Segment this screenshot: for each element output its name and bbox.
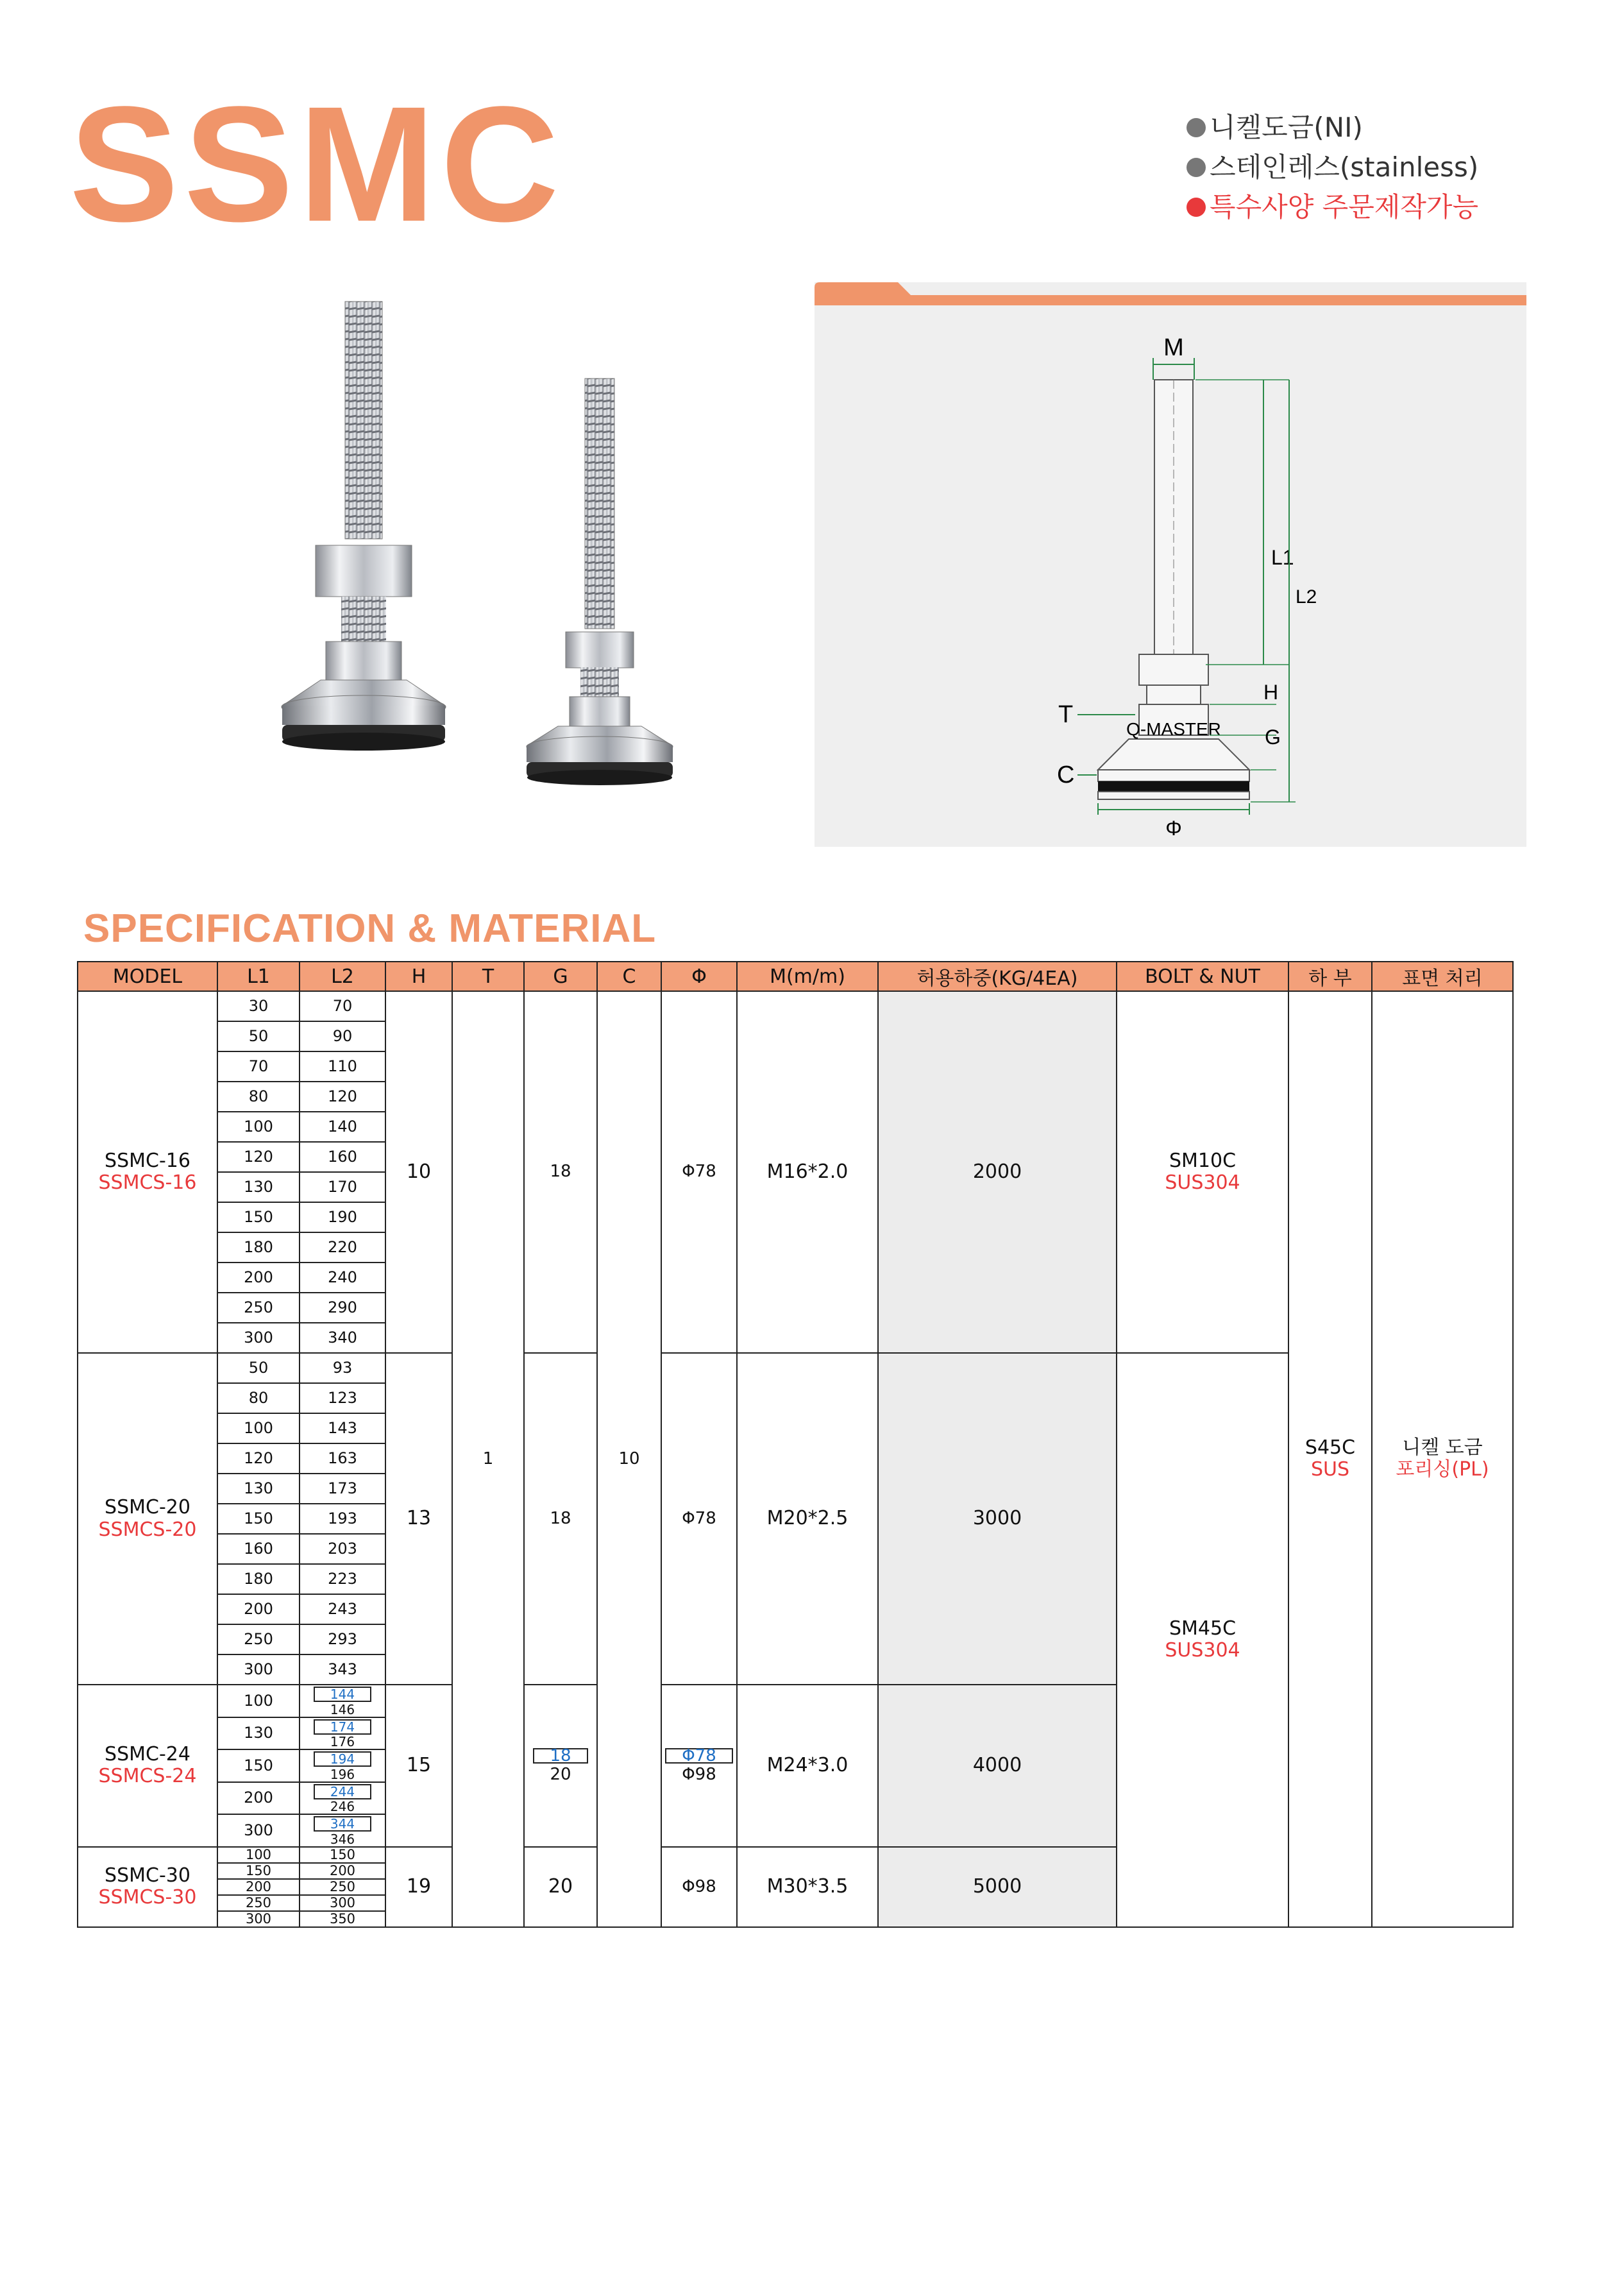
h-cell: 15 — [385, 1685, 452, 1847]
t-cell: 1 — [452, 991, 524, 1927]
col-header: H — [385, 962, 452, 991]
col-header: BOLT & NUT — [1117, 962, 1288, 991]
phi-cell: Φ78 — [661, 991, 737, 1353]
m-cell: M20*2.5 — [737, 1353, 878, 1685]
table-row: 150 190 — [78, 1202, 1513, 1232]
table-row: 80 120 — [78, 1082, 1513, 1112]
h-cell: 10 — [385, 991, 452, 1353]
dim-label-phi: Φ — [1165, 817, 1182, 840]
table-row: 130 173 — [78, 1474, 1513, 1504]
m-cell: M16*2.0 — [737, 991, 878, 1353]
bullet-icon — [1187, 118, 1206, 137]
m-cell: M30*3.5 — [737, 1847, 878, 1927]
leveler-small — [527, 378, 673, 785]
finish-cell: 니켈 도금 포리싱(PL) — [1372, 991, 1513, 1927]
col-header: C — [597, 962, 661, 991]
c-cell: 10 — [597, 991, 661, 1927]
load-cell: 2000 — [878, 991, 1117, 1353]
table-row: 150 200 — [78, 1863, 1513, 1879]
table-row: 250 293 — [78, 1624, 1513, 1654]
bullet-icon — [1187, 198, 1206, 217]
model-cell: SSMC-16 SSMCS-16 — [78, 991, 217, 1353]
dim-label-h: H — [1263, 681, 1279, 704]
table-row: 180 220 — [78, 1232, 1513, 1263]
brand-logo: SSMC — [69, 72, 564, 256]
table-row: 100 140 — [78, 1112, 1513, 1142]
table-row: 200 250 — [78, 1879, 1513, 1895]
bullet-icon — [1187, 158, 1206, 177]
table-row: 100 143 — [78, 1413, 1513, 1443]
base-material-cell: S45C SUS — [1288, 991, 1372, 1927]
dim-label-l1: L1 — [1271, 546, 1294, 569]
bolt-cell: SM10C SUS304 — [1117, 991, 1288, 1353]
table-row: 200 240 — [78, 1263, 1513, 1293]
col-header: L2 — [300, 962, 385, 991]
table-row: 300 350 — [78, 1911, 1513, 1927]
table-row: SSMC-30 SSMCS-30 100 150 19 20 Φ98 M30*3.5 5000 — [78, 1847, 1513, 1863]
table-row: 200 244 246 — [78, 1782, 1513, 1815]
table-row: 250 300 — [78, 1895, 1513, 1911]
table-row: 200 243 — [78, 1594, 1513, 1624]
table-row: 150 194 196 — [78, 1749, 1513, 1782]
phi-cell: Φ78 — [661, 1353, 737, 1685]
spec-title: SPECIFICATION & MATERIAL — [83, 906, 657, 951]
note-stainless: 스테인레스(stainless) — [1187, 148, 1478, 187]
table-row: 120 163 — [78, 1443, 1513, 1474]
load-cell: 5000 — [878, 1847, 1117, 1927]
phi-cell: Φ98 — [661, 1847, 737, 1927]
col-header: 허용하중(KG/4EA) — [878, 962, 1117, 991]
col-header: 표면 처리 — [1372, 962, 1513, 991]
leveler-large — [282, 302, 446, 751]
table-row: 70 110 — [78, 1051, 1513, 1082]
col-header: G — [524, 962, 597, 991]
table-row: SSMC-20 SSMCS-20 50 93 13 18 Φ78 M20*2.5 3000 SM45C SUS304 — [78, 1353, 1513, 1383]
h-cell: 19 — [385, 1847, 452, 1927]
dim-label-c: C — [1057, 761, 1075, 788]
col-header: M(m/m) — [737, 962, 878, 991]
col-header: Φ — [661, 962, 737, 991]
table-row: 160 203 — [78, 1534, 1513, 1564]
table-row: SSMC-16 SSMCS-16 30 70 10 1 18 10 Φ78 M16*2.0 2000 SM10C SUS304 S45C SUS 니켈 도금 포리싱(PL) — [78, 991, 1513, 1021]
table-row: 250 290 — [78, 1293, 1513, 1323]
feature-notes — [1187, 108, 1478, 227]
phi-cell: Φ78 Φ98 — [661, 1685, 737, 1847]
model-cell: SSMC-30 SSMCS-30 — [78, 1847, 217, 1927]
dimension-diagram — [815, 282, 1526, 847]
table-row: 120 160 — [78, 1142, 1513, 1172]
g-cell: 18 — [524, 991, 597, 1353]
load-cell: 4000 — [878, 1685, 1117, 1847]
table-row: SSMC-24 SSMCS-24 100 144 146 15 18 20 Φ78 Φ98 M24*3.0 4000 — [78, 1685, 1513, 1717]
table-row: 80 123 — [78, 1383, 1513, 1413]
col-header: T — [452, 962, 524, 991]
g-cell: 18 20 — [524, 1685, 597, 1847]
m-cell: M24*3.0 — [737, 1685, 878, 1847]
table-row: 300 340 — [78, 1323, 1513, 1353]
table-row: 300 343 — [78, 1654, 1513, 1685]
table-header-row — [78, 962, 1513, 991]
l2-pair-cell: 144 146 — [300, 1685, 385, 1717]
bolt-cell: SM45C SUS304 — [1117, 1353, 1288, 1927]
dim-label-m: M — [1163, 334, 1184, 361]
dim-label-t: T — [1058, 701, 1074, 728]
col-header: MODEL — [78, 962, 217, 991]
dim-label-l2: L2 — [1296, 586, 1317, 608]
h-cell: 13 — [385, 1353, 452, 1685]
table-row: 300 344 346 — [78, 1814, 1513, 1847]
note-nickel: 니켈도금(NI) — [1187, 108, 1478, 148]
load-cell: 3000 — [878, 1353, 1117, 1685]
dim-label-g: G — [1265, 726, 1281, 749]
g-cell: 18 — [524, 1353, 597, 1685]
model-cell: SSMC-20 SSMCS-20 — [78, 1353, 217, 1685]
model-cell: SSMC-24 SSMCS-24 — [78, 1685, 217, 1847]
table-row: 130 174 176 — [78, 1717, 1513, 1750]
spec-table — [77, 961, 1514, 1928]
table-row: 130 170 — [78, 1172, 1513, 1202]
table-row: 150 193 — [78, 1504, 1513, 1534]
table-row: 180 223 — [78, 1564, 1513, 1594]
col-header: L1 — [217, 962, 300, 991]
col-header: 하 부 — [1288, 962, 1372, 991]
base-brand-text: Q-MASTER — [1126, 719, 1221, 739]
table-row: 50 90 — [78, 1021, 1513, 1051]
note-custom-order: 특수사양 주문제작가능 — [1187, 187, 1478, 227]
g-cell: 20 — [524, 1847, 597, 1927]
product-photo — [257, 282, 744, 795]
